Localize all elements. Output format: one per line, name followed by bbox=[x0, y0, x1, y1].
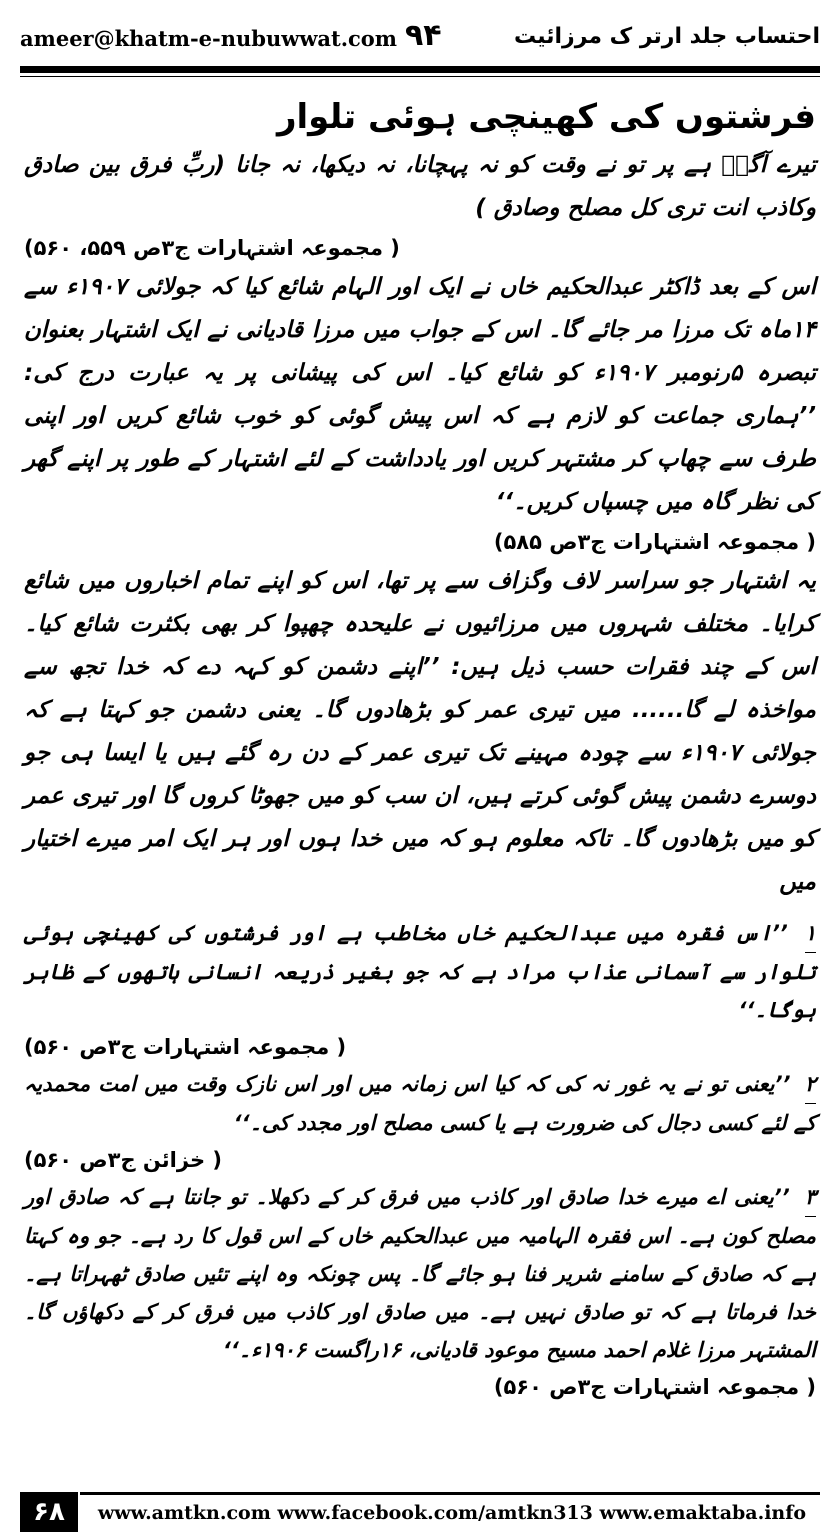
footnote-number: ۲ bbox=[805, 1065, 816, 1104]
footnote-text: ’’اس فقرہ میں عبدالحکیم خاں مخاطب ہے اور فرشتوں کی کھینچی ہوئی تلوار سے آسمانی عذاب مراد ہے کہ جو بغیر ذریعہ انسانی ہاتھوں کے ظاہر ہوگا۔‘‘ bbox=[24, 921, 816, 1022]
footnote-text: ’’یعنی تو نے یہ غور نہ کی کہ کیا اس زمانہ میں اور اس نازک وقت میں امت محمدیہ کے لئے کسی دجال کی ضرورت ہے یا کسی مصلح اور مجدد کی۔‘‘ bbox=[24, 1072, 816, 1135]
footer-links: www.amtkn.com www.facebook.com/amtkn313 www.emaktaba.info bbox=[97, 1502, 807, 1524]
footer-page-number: ۶۸ bbox=[20, 1492, 78, 1532]
footnote-reference: ( مجموعہ اشتہارات ج۳ص ۵۶۰) bbox=[493, 1375, 816, 1399]
body-paragraph: اس کے بعد ڈاکٹر عبدالحکیم خاں نے ایک اور الہام شائع کیا کہ جولائی ۱۹۰۷ء سے ۱۴ماہ تک مرزا مر جائے گا۔ اس کے جواب میں مرزا قادیانی نے ایک اشتہار بعنوان تبصرہ ۵رنومبر ۱۹۰۷ء کو شائع کیا۔ اس کی پیشانی پر یہ عبارت درج کی: ’’ہماری جماعت کو لازم ہے کہ اس پیش گوئی کو خوب شائع کریں اور اپنی طرف سے چھاپ کر مشتہر کریں اور یادداشت کے لئے اشتہار کے طور پر اپنے گھر کی نظر گاہ میں چسپاں کریں۔‘‘ bbox=[24, 274, 817, 515]
header-book-title: احتساب جلد ارتر ک مرزائیت bbox=[513, 24, 820, 49]
footnote-reference: ( خزائن ج۳ص ۵۶۰) bbox=[24, 1148, 222, 1172]
footnote bbox=[24, 914, 816, 1029]
reference-citation: ( مجموعہ اشتہارات ج۳ص ۵۵۹، ۵۶۰) bbox=[24, 236, 400, 260]
page-header bbox=[20, 18, 820, 58]
footnote-number: ۱ bbox=[805, 914, 816, 953]
body-paragraph: یہ اشتہار جو سراسر لاف وگزاف سے پر تھا، اس کو اپنے تمام اخباروں میں شائع کرایا۔ مختلف شہروں میں مرزائیوں نے علیحدہ چھپوا کر بھی بکثرت شائع کیا۔ اس کے چند فقرات حسب ذیل ہیں: ’’اپنے دشمن کو کہہ دے کہ خدا تجھ سے مواخذہ لے گا...... میں تیری عمر کو بڑھادوں گا۔ یعنی دشمن جو کہتا ہے کہ جولائی ۱۹۰۷ء سے چودہ مہینے تک تیری عمر کے دن رہ گئے ہیں یا ایسا ہی جو دوسرے دشمن پیش گوئی کرتے ہیں، ان سب کو میں جھوٹا کروں گا اور تیری عمر کو میں بڑھادوں گا۔ تاکہ معلوم ہو کہ میں خدا ہوں اور ہر ایک امر میرے اختیار میں bbox=[24, 568, 816, 895]
header-rule-thin bbox=[20, 76, 820, 77]
footnote-text: ’’یعنی اے میرے خدا صادق اور کاذب میں فرق کر کے دکھلا۔ تو جانتا ہے کہ صادق اور مصلح کون ہے۔ اس فقرہ الہامیہ میں عبدالحکیم خاں کے اس قول کا رد ہے۔ جو وہ کہتا ہے کہ صادق کے سامنے شریر فنا ہو جائے گا۔ پس چونکہ وہ اپنے تئیں صادق ٹھہراتا ہے۔ خدا فرماتا ہے کہ تو صادق نہیں ہے۔ میں صادق اور کاذب میں فرق کر کے دکھاؤں گا۔ المشتہر مرزا غلام احمد مسیح موعود قادیانی، ۱۶راگست ۱۹۰۶ء۔‘‘ bbox=[24, 1185, 816, 1362]
footnote-reference: ( مجموعہ اشتہارات ج۳ص ۵۶۰) bbox=[24, 1035, 347, 1059]
reference-citation: ( مجموعہ اشتہارات ج۳ص ۵۸۵) bbox=[493, 530, 816, 554]
quote-paragraph: تیرے آگےؑ ہے پر تو نے وقت کو نہ پہچانا، نہ دیکھا، نہ جانا (ربِّ فرق بین صادق وکاذب انت تری کل مصلح وصادق ) bbox=[24, 152, 816, 221]
footnote-number: ۳ bbox=[805, 1178, 816, 1217]
footnote bbox=[24, 1178, 816, 1369]
header-rule bbox=[20, 66, 820, 73]
footnote bbox=[24, 1065, 816, 1142]
section-heading: فرشتوں کی کھینچی ہوئی تلوار bbox=[276, 97, 816, 137]
page-content bbox=[24, 90, 816, 1430]
header-page-number: ۹۴ bbox=[405, 18, 442, 53]
footer-rule bbox=[80, 1492, 820, 1495]
header-email: ameer@khatm-e-nubuwwat.com bbox=[20, 26, 398, 51]
page-footer bbox=[20, 1492, 820, 1532]
